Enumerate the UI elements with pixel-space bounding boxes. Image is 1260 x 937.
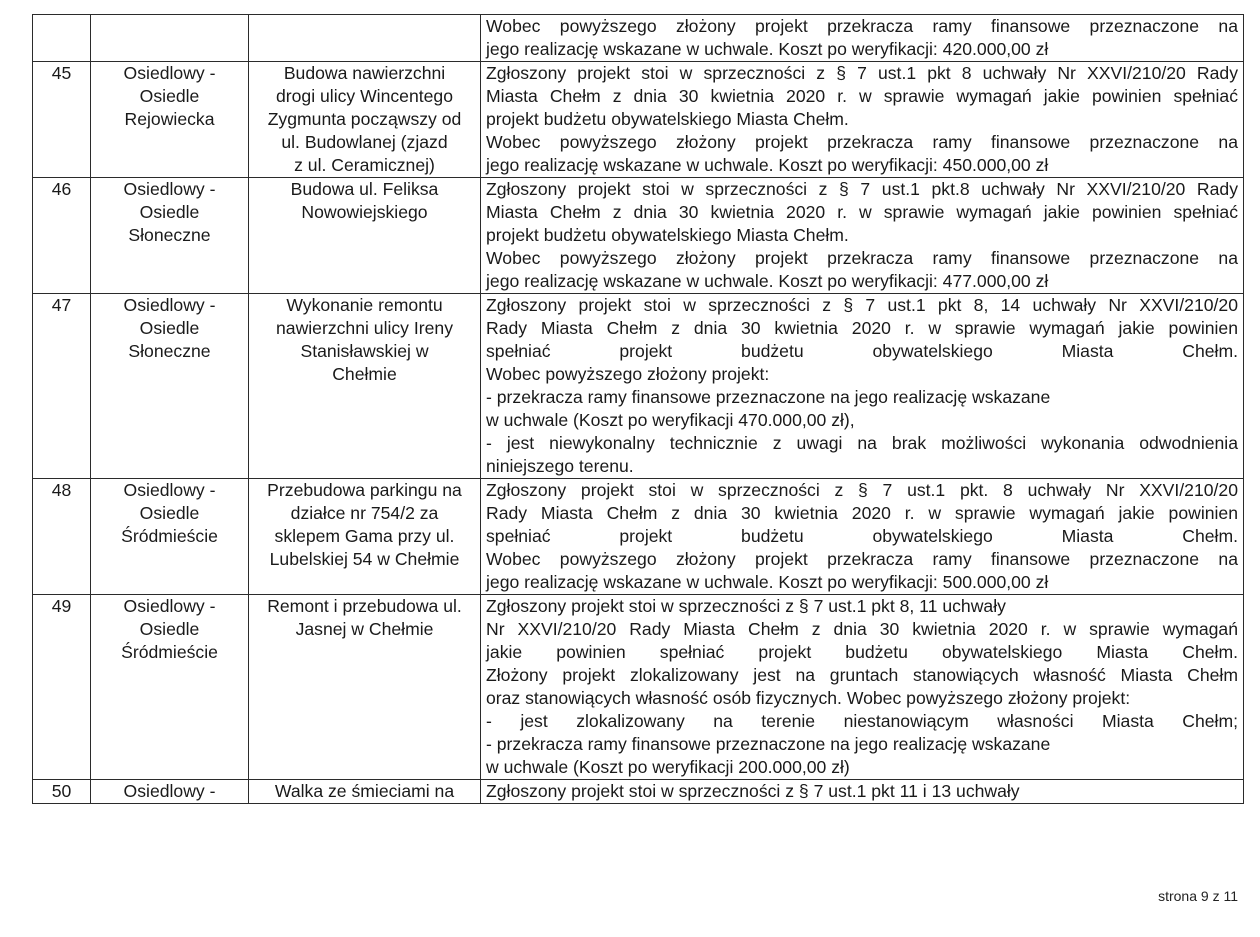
reason-line: Zgłoszony projekt stoi w sprzeczności z § 7 ust.1 pkt 8 uchwały Nr XXVI/210/20 Rady xyxy=(486,63,1238,83)
reason-line: Wobec powyższego złożony projekt: xyxy=(486,364,770,384)
project-title-line: drogi ulicy Wincentego xyxy=(275,86,453,106)
table-row xyxy=(33,479,1244,595)
reason-line: Zgłoszony projekt stoi w sprzeczności z § 7 ust.1 pkt.8 uchwały Nr XXVI/210/20 Rady xyxy=(486,179,1238,199)
project-category xyxy=(91,62,249,178)
reason-line: Miasta Chełm z dnia 30 kwietnia 2020 r. w sprawie wymagań jakie powinien spełniać xyxy=(486,202,1238,222)
project-category-line: Śródmieście xyxy=(121,642,218,662)
reason-line: Wobec powyższego złożony projekt przekracza ramy finansowe przeznaczone na xyxy=(486,132,1238,152)
project-title-line: Jasnej w Chełmie xyxy=(295,619,434,639)
row-number: 49 xyxy=(33,595,91,780)
reason-line: Złożony projekt zlokalizowany jest na gruntach stanowiących własność Miasta Chełm xyxy=(486,665,1238,685)
project-title-line: sklepem Gama przy ul. xyxy=(274,526,455,546)
row-number: 48 xyxy=(33,479,91,595)
rejection-reason xyxy=(481,595,1244,780)
rejection-reason xyxy=(481,479,1244,595)
project-title-line: Budowa ul. Feliksa xyxy=(290,179,439,199)
reason-line: jego realizację wskazane w uchwale. Koszt po weryfikacji: 450.000,00 zł xyxy=(486,155,1049,175)
project-category xyxy=(91,479,249,595)
row-number: 50 xyxy=(33,780,91,804)
reason-line: jego realizację wskazane w uchwale. Koszt po weryfikacji: 500.000,00 zł xyxy=(486,572,1049,592)
project-category-line: Osiedlowy - xyxy=(123,781,216,801)
reason-line: projekt budżetu obywatelskiego Miasta Chełm. xyxy=(486,225,849,245)
reason-line: - przekracza ramy finansowe przeznaczone na jego realizację wskazane xyxy=(486,387,1051,407)
project-title xyxy=(249,595,481,780)
reason-line: oraz stanowiących własność osób fizycznych. Wobec powyższego złożony projekt: xyxy=(486,688,1131,708)
table-row xyxy=(33,595,1244,780)
table-row xyxy=(33,15,1244,62)
row-number xyxy=(33,15,91,62)
project-title-line: Budowa nawierzchni xyxy=(283,63,446,83)
reason-line: Rady Miasta Chełm z dnia 30 kwietnia 2020 r. w sprawie wymagań jakie powinien xyxy=(486,318,1238,338)
project-title-line: Walka ze śmieciami na xyxy=(274,781,455,801)
projects-table xyxy=(32,14,1244,804)
rejection-reason xyxy=(481,780,1244,804)
project-title xyxy=(249,294,481,479)
project-category xyxy=(91,780,249,804)
project-title xyxy=(249,780,481,804)
reason-line: w uchwale (Koszt po weryfikacji 200.000,00 zł) xyxy=(486,757,850,777)
project-category-line: Słoneczne xyxy=(128,341,211,361)
rejection-reason xyxy=(481,62,1244,178)
table-body xyxy=(33,15,1244,804)
project-category xyxy=(91,294,249,479)
project-title-line: Zygmunta począwszy od xyxy=(267,109,462,129)
reason-line: Zgłoszony projekt stoi w sprzeczności z § 7 ust.1 pkt 11 i 13 uchwały xyxy=(486,781,1020,801)
project-title-line: Remont i przebudowa ul. xyxy=(267,596,462,616)
project-title-line: ul. Budowlanej (zjazd xyxy=(281,132,448,152)
project-category-line: Osiedlowy - xyxy=(123,63,216,83)
reason-line: Zgłoszony projekt stoi w sprzeczności z § 7 ust.1 pkt 8, 14 uchwały Nr XXVI/210/20 xyxy=(486,295,1238,315)
row-number: 45 xyxy=(33,62,91,178)
table-row xyxy=(33,294,1244,479)
reason-line: Zgłoszony projekt stoi w sprzeczności z § 7 ust.1 pkt 8, 11 uchwały xyxy=(486,596,1006,616)
project-title-line: Stanisławskiej w xyxy=(300,341,429,361)
reason-line: Rady Miasta Chełm z dnia 30 kwietnia 2020 r. w sprawie wymagań jakie powinien xyxy=(486,503,1238,523)
reason-line: spełniać projekt budżetu obywatelskiego Miasta Chełm. xyxy=(486,526,1238,546)
project-title xyxy=(249,479,481,595)
row-number: 46 xyxy=(33,178,91,294)
project-category-line: Osiedle xyxy=(139,318,200,338)
table-row xyxy=(33,178,1244,294)
project-title xyxy=(249,15,481,62)
reason-line: Wobec powyższego złożony projekt przekracza ramy finansowe przeznaczone na xyxy=(486,248,1238,268)
project-category-line: Osiedle xyxy=(139,503,200,523)
project-category xyxy=(91,595,249,780)
row-number: 47 xyxy=(33,294,91,479)
project-title-line: działce nr 754/2 za xyxy=(290,503,439,523)
reason-line: - jest zlokalizowany na terenie niestanowiącym własności Miasta Chełm; xyxy=(486,711,1238,731)
reason-line: jego realizację wskazane w uchwale. Koszt po weryfikacji: 477.000,00 zł xyxy=(486,271,1049,291)
reason-line: projekt budżetu obywatelskiego Miasta Chełm. xyxy=(486,109,849,129)
project-title-line: z ul. Ceramicznej) xyxy=(294,155,435,175)
rejection-reason xyxy=(481,15,1244,62)
reason-line: jakie powinien spełniać projekt budżetu obywatelskiego Miasta Chełm. xyxy=(486,642,1238,662)
project-category xyxy=(91,15,249,62)
rejection-reason xyxy=(481,294,1244,479)
project-title-line: nawierzchni ulicy Ireny xyxy=(276,318,453,338)
reason-line: Wobec powyższego złożony projekt przekracza ramy finansowe przeznaczone na xyxy=(486,16,1238,36)
reason-line: jego realizację wskazane w uchwale. Koszt po weryfikacji: 420.000,00 zł xyxy=(486,39,1049,59)
project-title-line: Wykonanie remontu xyxy=(286,295,443,315)
reason-line: niniejszego terenu. xyxy=(486,456,634,476)
project-category-line: Rejowiecka xyxy=(124,109,215,129)
table-row xyxy=(33,780,1244,804)
rejection-reason xyxy=(481,178,1244,294)
project-title-line: Nowowiejskiego xyxy=(301,202,428,222)
table-row xyxy=(33,62,1244,178)
reason-line: - przekracza ramy finansowe przeznaczone na jego realizację wskazane xyxy=(486,734,1051,754)
project-category-line: Osiedle xyxy=(139,202,200,222)
reason-line: Miasta Chełm z dnia 30 kwietnia 2020 r. w sprawie wymagań jakie powinien spełniać xyxy=(486,86,1238,106)
project-title xyxy=(249,178,481,294)
project-category-line: Osiedle xyxy=(139,619,200,639)
reason-line: Wobec powyższego złożony projekt przekracza ramy finansowe przeznaczone na xyxy=(486,549,1238,569)
reason-line: Nr XXVI/210/20 Rady Miasta Chełm z dnia 30 kwietnia 2020 r. w sprawie wymagań xyxy=(486,619,1238,639)
project-category-line: Słoneczne xyxy=(128,225,211,245)
project-title-line: Chełmie xyxy=(332,364,397,384)
project-category-line: Osiedlowy - xyxy=(123,480,216,500)
page-number: strona 9 z 11 xyxy=(1158,888,1238,904)
project-category-line: Osiedlowy - xyxy=(123,596,216,616)
reason-line: spełniać projekt budżetu obywatelskiego Miasta Chełm. xyxy=(486,341,1238,361)
reason-line: Zgłoszony projekt stoi w sprzeczności z § 7 ust.1 pkt. 8 uchwały Nr XXVI/210/20 xyxy=(486,480,1238,500)
reason-line: - jest niewykonalny technicznie z uwagi na brak możliwości wykonania odwodnienia xyxy=(486,433,1238,453)
project-category-line: Osiedlowy - xyxy=(123,179,216,199)
project-title xyxy=(249,62,481,178)
project-category xyxy=(91,178,249,294)
project-title-line: Przebudowa parkingu na xyxy=(267,480,462,500)
project-title-line: Lubelskiej 54 w Chełmie xyxy=(269,549,460,569)
reason-line: w uchwale (Koszt po weryfikacji 470.000,00 zł), xyxy=(486,410,855,430)
project-category-line: Osiedlowy - xyxy=(123,295,216,315)
project-category-line: Śródmieście xyxy=(121,526,218,546)
project-category-line: Osiedle xyxy=(139,86,200,106)
